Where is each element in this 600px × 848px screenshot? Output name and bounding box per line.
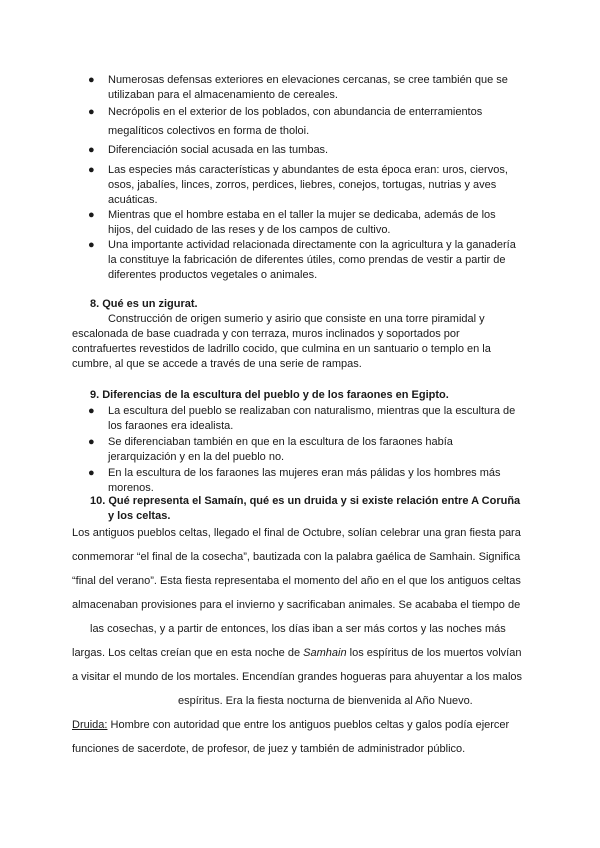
list-item-line: Diferenciación social acusada en las tumbas. [108, 144, 329, 156]
question-9-heading: 9. Diferencias de la escultura del pueblo y de los faraones en Egipto. [90, 389, 449, 401]
list-item-line: los faraones era idealista. [108, 420, 234, 432]
text-run: los espíritus de los muertos volvían [349, 647, 522, 659]
list-item-line: La escultura del pueblo se realizaban con naturalismo, mientras que la escultura de [108, 405, 516, 417]
paragraph-line: las cosechas, y a partir de entonces, los días iban a ser más cortos y las noches más [90, 623, 506, 635]
samhain-italic: Samhain [303, 647, 347, 659]
bullet-icon: ● [88, 405, 95, 417]
list-item-line: Una importante actividad relacionada directamente con la agricultura y la ganadería [108, 239, 516, 251]
paragraph-line: contrafuertes revestidos de ladrillo cocido, que culmina en un santuario o templo en la [72, 343, 491, 355]
bullet-icon: ● [88, 436, 95, 448]
paragraph-line: “final del verano”. Esta fiesta representaba el momento del año en el que los antiguos celtas [72, 575, 521, 587]
question-8-heading: 8. Qué es un zigurat. [90, 298, 198, 310]
list-item-line: osos, jabalíes, linces, zorros, perdices, liebres, conejos, tortugas, nutrias y aves [108, 179, 497, 191]
paragraph-line: Los antiguos pueblos celtas, llegado el final de Octubre, solían celebrar una gran fiesta para [72, 527, 521, 539]
paragraph-line: funciones de sacerdote, de profesor, de juez y también de administrador público. [72, 743, 466, 755]
list-item-line: Se diferenciaban también en que en la escultura de los faraones había [108, 436, 453, 448]
paragraph-line: Construcción de origen sumerio y asirio que consiste en una torre piramidal y [108, 313, 485, 325]
question-10-heading: 10. Qué representa el Samaín, qué es un druida y si existe relación entre A Coruña [90, 495, 521, 507]
paragraph-line: espíritus. Era la fiesta nocturna de bienvenida al Año Nuevo. [178, 695, 473, 707]
paragraph-line: a visitar el mundo de los mortales. Encendían grandes hogueras para ahuyentar a los malos [72, 671, 523, 683]
bullet-icon: ● [88, 106, 95, 118]
list-item-line: utilizaban para el almacenamiento de cereales. [108, 89, 338, 101]
list-item-line: diferentes productos vegetales o animales. [108, 269, 318, 281]
bullet-icon: ● [88, 467, 95, 479]
list-item-line: megalíticos colectivos en forma de tholoi. [108, 125, 310, 137]
list-item-line: la constituye la fabricación de diferentes útiles, como prendas de vestir a partir de [108, 254, 506, 266]
list-item-line: acuáticas. [108, 194, 158, 206]
list-item-line: Numerosas defensas exteriores en elevaciones cercanas, se cree también que se [108, 74, 508, 86]
bullet-icon: ● [88, 164, 95, 176]
bullet-icon: ● [88, 239, 95, 251]
list-item-line: En la escultura de los faraones las mujeres eran más pálidas y los hombres más [108, 467, 501, 479]
list-item-line: jerarquización y en la del pueblo no. [108, 451, 285, 463]
question-10-heading-cont: y los celtas. [108, 510, 171, 522]
paragraph-line: almacenaban provisiones para el invierno y sacrificaban animales. Se acababa el tiempo de [72, 599, 521, 611]
list-item-line: Mientras que el hombre estaba en el taller la mujer se dedicaba, además de los [108, 209, 496, 221]
list-item-line: Necrópolis en el exterior de los poblados, con abundancia de enterramientos [108, 106, 483, 118]
paragraph-line [72, 646, 521, 660]
paragraph-line: cumbre, al que se accede a través de una serie de rampas. [72, 358, 362, 370]
list-item-line: morenos. [108, 482, 154, 494]
text-run: largas. Los celtas creían que en esta noche de [72, 647, 301, 659]
bullet-icon: ● [88, 209, 95, 221]
list-item-line: Las especies más características y abundantes de esta época eran: uros, ciervos, [108, 164, 508, 176]
bullet-icon: ● [88, 74, 95, 86]
paragraph-line: conmemorar “el final de la cosecha”, bautizada con la palabra gaélica de Samhain. Significa [72, 551, 521, 563]
druida-definition [72, 718, 509, 732]
text-run: Hombre con autoridad que entre los antiguos pueblos celtas y galos podía ejercer [107, 719, 510, 731]
paragraph-line: escalonada de base cuadrada y con terraza, muros inclinados y soportados por [72, 328, 460, 340]
druida-label: Druida: [72, 719, 108, 731]
list-item-line: hijos, del cuidado de las reses y de los campos de cultivo. [108, 224, 391, 236]
bullet-icon: ● [88, 144, 95, 156]
